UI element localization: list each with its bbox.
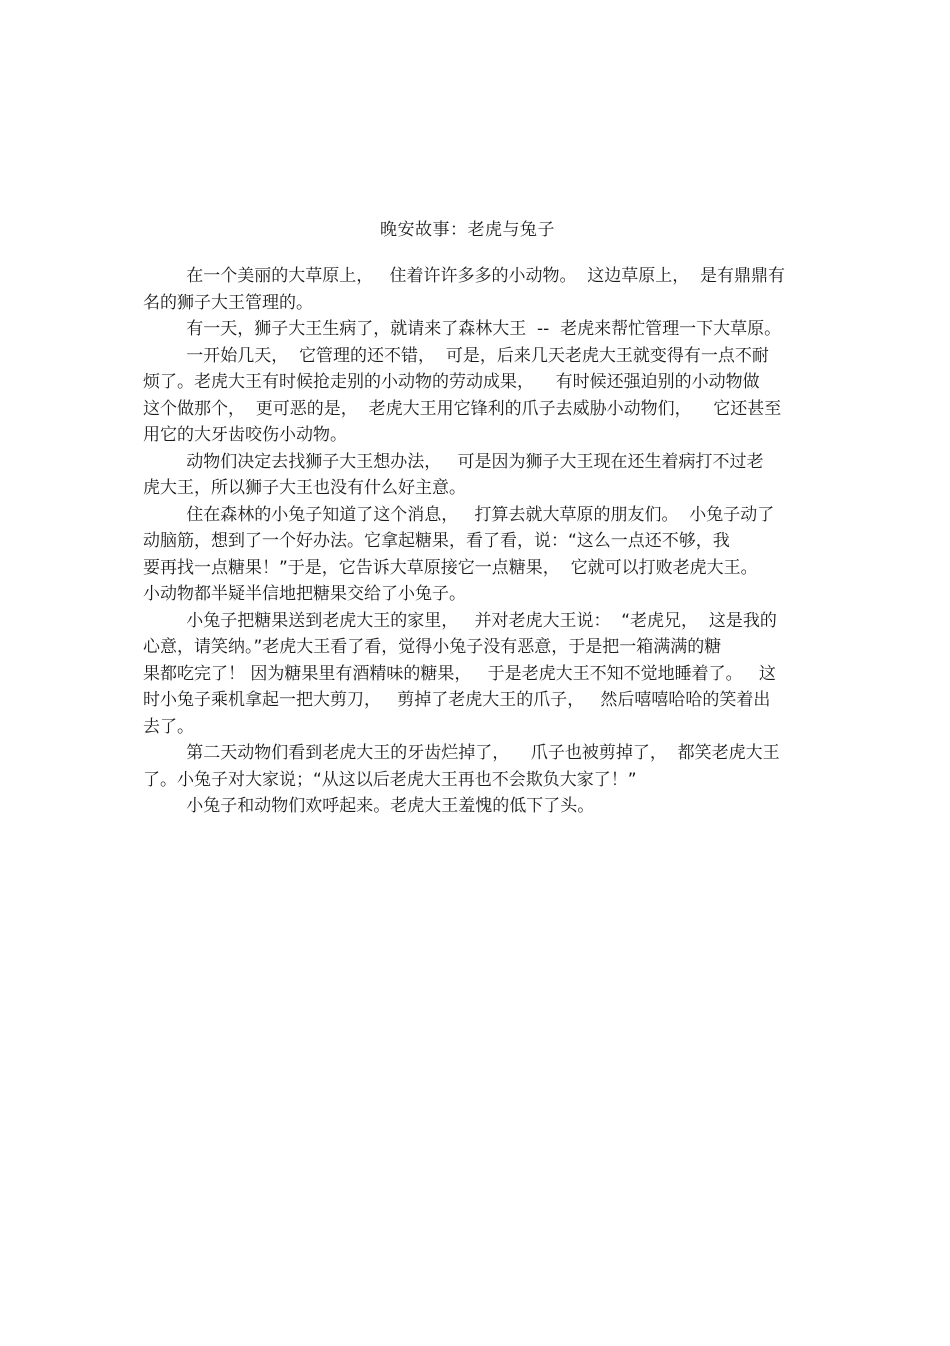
text-line: 第二天动物们看到老虎大王的牙齿烂掉了， 爪子也被剪掉了， 都笑老虎大王 xyxy=(143,743,780,763)
text-line: 小兔子把糖果送到老虎大王的家里， 并对老虎大王说： “老虎兄， 这是我的 xyxy=(143,610,777,631)
text-line: 动物们决定去找狮子大王想办法， 可是因为狮子大王现在还生着病打不过老 xyxy=(143,451,764,472)
text-line: 用它的大牙齿咬伤小动物。 xyxy=(143,425,347,445)
text-line: 要再找一点糖果！”于是，它告诉大草原接它一点糖果， 它就可以打败老虎大王。 xyxy=(143,557,758,578)
text-line: 一开始几天， 它管理的还不错， 可是，后来几天老虎大王就变得有一点不耐 xyxy=(143,345,769,366)
text-line: 小动物都半疑半信地把糖果交给了小兔子。 xyxy=(143,584,466,604)
text-line: 时小兔子乘机拿起一把大剪刀， 剪掉了老虎大王的爪子， 然后嘻嘻哈哈的笑着出 xyxy=(143,690,771,710)
text-line: 心意，请笑纳。”老虎大王看了看，觉得小兔子没有恶意，于是把一箱满满的糖 xyxy=(143,637,722,657)
text-line: 虎大王，所以狮子大王也没有什么好主意。 xyxy=(143,478,466,498)
text-line: 果都吃完了！ 因为糖果里有酒精味的糖果， 于是老虎大王不知不觉地睡着了。 这 xyxy=(143,663,776,684)
text-line: 有一天，狮子大王生病了，就请来了森林大王 -- 老虎来帮忙管理一下大草原。 xyxy=(143,319,782,339)
document-title: 晚安故事：老虎与兔子 xyxy=(380,220,555,240)
text-line: 在一个美丽的大草原上， 住着许许多多的小动物。 这边草原上， 是有鼎鼎有 xyxy=(143,266,786,286)
text-line: 住在森林的小兔子知道了这个消息， 打算去就大草原的朋友们。 小兔子动了 xyxy=(143,504,775,525)
text-line: 去了。 xyxy=(143,716,194,737)
text-line: 了。小兔子对大家说；“从这以后老虎大王再也不会欺负大家了！” xyxy=(143,769,637,790)
text-line: 烦了。老虎大王有时候抢走别的小动物的劳动成果， 有时候还强迫别的小动物做 xyxy=(143,372,760,392)
document-body xyxy=(143,263,809,820)
text-line: 这个做那个， 更可恶的是， 老虎大王用它锋利的爪子去威胁小动物们， 它还甚至 xyxy=(143,398,782,419)
text-line: 名的狮子大王管理的。 xyxy=(143,292,313,313)
text-line: 动脑筋，想到了一个好办法。它拿起糖果，看了看，说：“这么一点还不够，我 xyxy=(143,531,730,551)
text-line: 小兔子和动物们欢呼起来。老虎大王羞愧的低下了头。 xyxy=(143,796,595,816)
